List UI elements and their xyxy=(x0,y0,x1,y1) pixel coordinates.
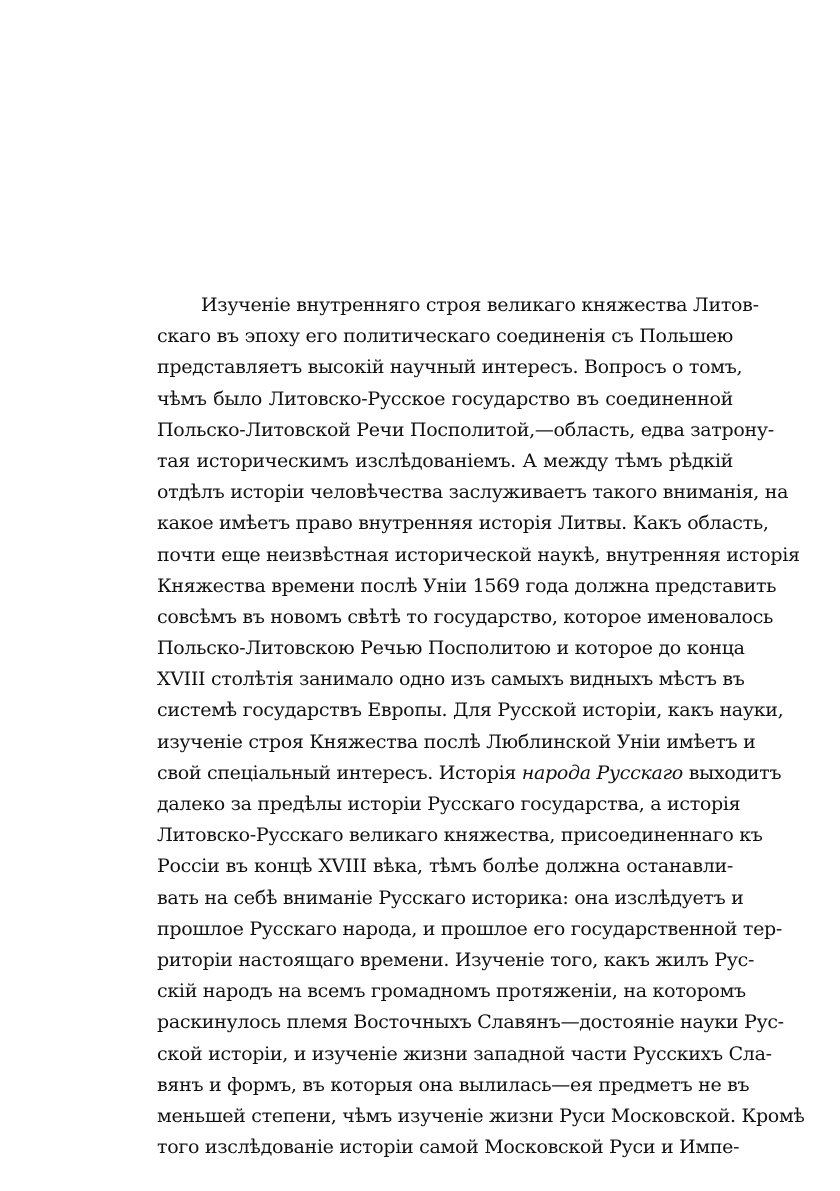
text-line: отдѣлъ исторіи человѣчества заслуживаетъ такого вниманія, на xyxy=(157,481,789,504)
text-line: Польско-Литовскою Речью Посполитою и которое до конца xyxy=(157,637,745,660)
text-line: XVIII столѣтія занимало одно изъ самыхъ видныхъ мѣстъ въ xyxy=(157,668,745,691)
text-line: тая историческимъ изслѣдованіемъ. А между тѣмъ рѣдкій xyxy=(157,449,733,472)
text-line: Княжества времени послѣ Уніи 1569 года должна представить xyxy=(157,574,777,597)
text-line: изученіе строя Княжества послѣ Люблинской Уніи имѣетъ и xyxy=(157,730,756,753)
text-line: далеко за предѣлы исторіи Русскаго государства, а исторія xyxy=(157,793,741,815)
text-line: системѣ государствъ Европы. Для Русской исторіи, какъ науки, xyxy=(157,699,784,722)
text-line: представляетъ высокій научный интересъ. Вопросъ о томъ, xyxy=(157,356,743,379)
text-line: скій народъ на всемъ громадномъ протяженіи, на которомъ xyxy=(157,980,746,1003)
text-line: вянъ и формъ, въ которыя она вылилась—ея предметъ не въ xyxy=(157,1073,750,1096)
body-text xyxy=(157,290,805,1163)
text-run: свой спеціальный интересъ. Исторія xyxy=(157,761,522,784)
text-line: почти еще неизвѣстная исторической наукѣ, внутренняя исторія xyxy=(157,543,800,566)
text-line: прошлое Русскаго народа, и прошлое его государственной тер- xyxy=(157,917,783,940)
text-line: Польско-Литовской Речи Посполитой,—область, едва затрону- xyxy=(157,418,774,441)
text-line: Изученіе внутренняго строя великаго княжества Литов- xyxy=(201,294,759,316)
text-line: меньшей степени, чѣмъ изученіе жизни Руси Московской. Кромѣ xyxy=(157,1104,805,1127)
text-line: раскинулось племя Восточныхъ Славянъ—достояніе науки Рус- xyxy=(157,1011,784,1034)
text-line: скаго въ эпоху его политическаго соединенія съ Польшею xyxy=(157,325,733,348)
text-line: ской исторіи, и изученіе жизни западной части Русскихъ Сла- xyxy=(157,1042,772,1065)
text-line: какое имѣетъ право внутренняя исторія Литвы. Какъ область, xyxy=(157,512,769,535)
text-line: риторіи настоящаго времени. Изученіе того, какъ жилъ Рус- xyxy=(157,948,755,971)
text-line: совсѣмъ въ новомъ свѣтѣ то государство, которое именовалось xyxy=(157,605,774,628)
text-line: вать на себѣ вниманіе Русскаго историка: она изслѣдуетъ и xyxy=(157,886,744,909)
text-line: чѣмъ было Литовско-Русское государство въ соединенной xyxy=(157,387,733,410)
text-line: того изслѣдованіе исторіи самой Московской Руси и Импе- xyxy=(157,1136,740,1159)
emphasis-phrase: народа Русскаго xyxy=(521,761,683,784)
text-line: Россіи въ концѣ XVIII вѣка, тѣмъ болѣе должна останавли- xyxy=(157,855,733,878)
text-line-with-emphasis xyxy=(157,758,782,789)
text-run: выходитъ xyxy=(682,761,782,784)
text-line: Литовско-Русскаго великаго княжества, присоединеннаго къ xyxy=(157,824,763,847)
